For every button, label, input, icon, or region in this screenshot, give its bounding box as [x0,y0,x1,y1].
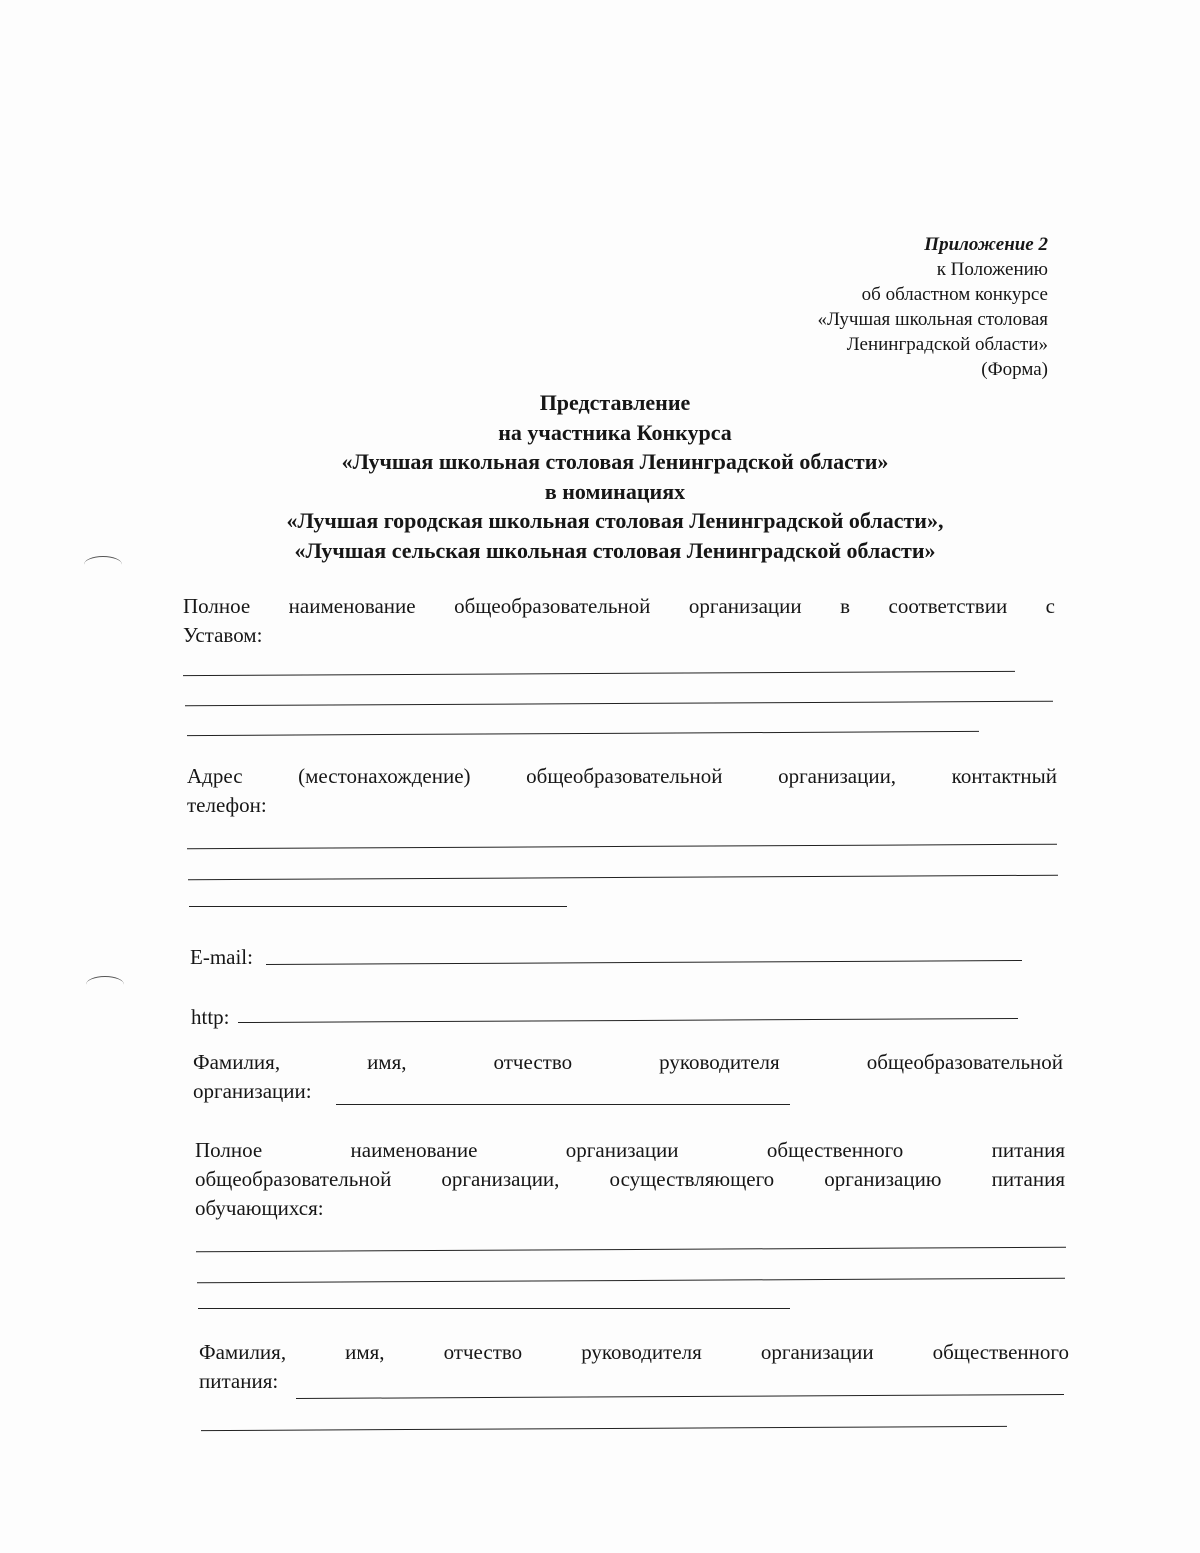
catering-head-label-cont: питания: [199,1369,279,1393]
address-line-3[interactable] [189,906,567,907]
org-name-line-1[interactable] [183,671,1015,676]
head-name-field [193,1048,1063,1106]
catering-head-label: Фамилия, имя, отчество руководителя организации общественного [199,1340,1069,1364]
http-label: http: [191,1005,230,1029]
appendix-block [817,232,1048,382]
heading-line: «Лучшая школьная столовая Ленинградской области» [341,449,889,474]
appendix-line: Ленинградской области» [846,334,1048,355]
catering-name-line-1[interactable] [196,1247,1066,1253]
org-name-label-cont: Уставом: [183,623,263,647]
org-name-field [183,592,1055,650]
appendix-line: (Форма) [981,359,1048,380]
head-name-label-cont: организации: [193,1079,312,1103]
appendix-title: Приложение 2 [924,234,1048,255]
head-name-line[interactable] [336,1104,790,1105]
catering-head-line-2[interactable] [201,1426,1007,1431]
catering-name-field [195,1136,1065,1223]
heading-line: в номинациях [544,478,686,504]
catering-name-label-cont: общеобразовательной организации, осуществляющего организацию питания [195,1167,1065,1191]
heading-line: «Лучшая сельская школьная столовая Ленинградской области» [294,537,936,563]
document-heading [160,388,1070,565]
email-label: E-mail: [190,945,253,969]
scan-mark-top [84,556,122,573]
heading-line: «Лучшая городская школьная столовая Ленинградской области», [286,508,944,533]
head-name-label: Фамилия, имя, отчество руководителя общеобразовательной [193,1050,1063,1074]
http-line[interactable] [238,1018,1018,1023]
appendix-line: об областном конкурсе [861,284,1048,305]
catering-name-label-end: обучающихся: [195,1196,324,1220]
address-label: Адрес (местонахождение) общеобразовательной организации, контактный [187,764,1057,788]
catering-name-line-3[interactable] [198,1308,790,1309]
appendix-line: к Положению [936,259,1048,280]
address-line-1[interactable] [187,844,1057,850]
heading-line: Представление [539,390,691,415]
org-name-label: Полное наименование общеобразовательной организации в соответствии с [183,594,1055,618]
org-name-line-2[interactable] [185,701,1053,707]
catering-name-line-2[interactable] [197,1278,1065,1284]
email-line[interactable] [266,960,1022,965]
heading-line: на участника Конкурса [498,419,732,445]
catering-name-label: Полное наименование организации общественного питания [195,1138,1065,1162]
address-line-2[interactable] [188,875,1058,881]
scan-mark-bottom [86,976,124,993]
address-field [187,762,1057,820]
org-name-line-3[interactable] [187,731,979,736]
address-label-cont: телефон: [187,793,267,817]
appendix-line: «Лучшая школьная столовая [817,309,1048,330]
catering-head-field [199,1338,1069,1396]
